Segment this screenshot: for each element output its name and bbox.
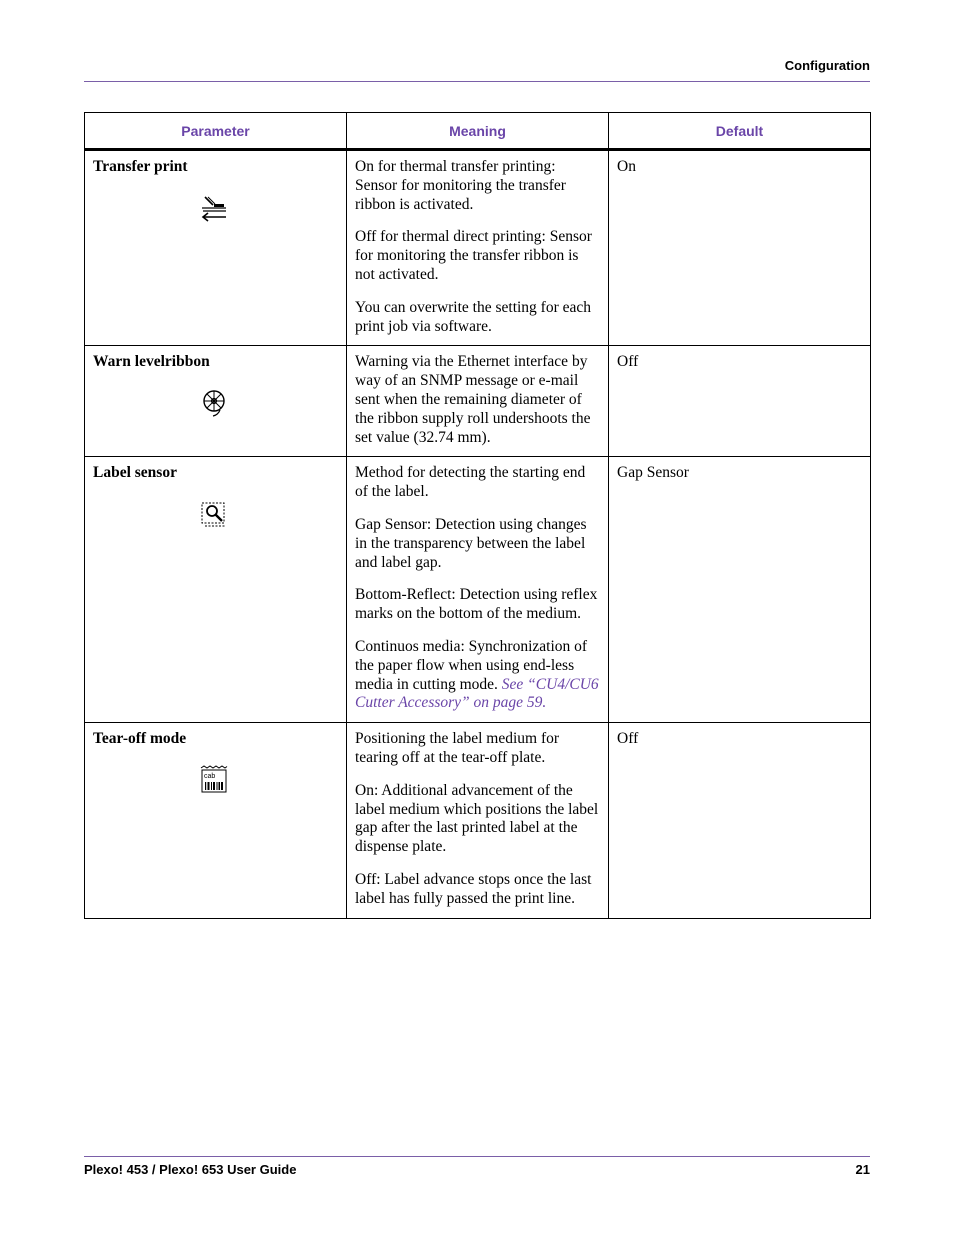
column-header-parameter: Parameter bbox=[85, 113, 347, 150]
parameter-cell bbox=[85, 457, 347, 723]
transfer-print-icon bbox=[199, 193, 229, 223]
meaning-cell bbox=[347, 457, 609, 723]
tear-off-icon bbox=[199, 765, 229, 795]
meaning-paragraph bbox=[355, 638, 600, 713]
parameter-cell bbox=[85, 346, 347, 457]
table-row bbox=[85, 150, 871, 346]
page-number: 21 bbox=[855, 1162, 870, 1177]
default-cell: On bbox=[609, 150, 871, 346]
table-row bbox=[85, 723, 871, 918]
parameter-name: Transfer print bbox=[93, 158, 188, 175]
meaning-paragraph: Warning via the Ethernet interface by way of an SNMP message or e-mail sent when the remaining diameter of the ribbon supply roll undershoots the set value (32.74 mm). bbox=[355, 353, 591, 446]
ribbon-roll-icon bbox=[199, 388, 229, 418]
meaning-paragraph: Method for detecting the starting end of the label. bbox=[355, 464, 586, 501]
footer-rule bbox=[84, 1156, 870, 1157]
meaning-paragraph: On: Additional advancement of the label medium which positions the label gap after the last printed label at the dispense plate. bbox=[355, 781, 599, 856]
default-cell: Off bbox=[609, 346, 871, 457]
parameter-table bbox=[84, 112, 871, 919]
default-cell: Off bbox=[609, 723, 871, 918]
meaning-cell bbox=[347, 346, 609, 457]
table-row bbox=[85, 346, 871, 457]
meaning-paragraph: Bottom-Reflect: Detection using reflex marks on the bottom of the medium. bbox=[355, 586, 598, 623]
parameter-name: Warn levelribbon bbox=[93, 353, 210, 371]
parameter-cell bbox=[85, 150, 347, 346]
cutter-accessory-link[interactable]: See “CU4/CU6 Cutter Accessory” on page 59. bbox=[355, 675, 599, 712]
meaning-text: Continuos media: Synchronization of the paper flow when using end-less media in cutting mode. bbox=[355, 637, 588, 693]
column-header-default: Default bbox=[609, 113, 871, 150]
meaning-paragraph: Off for thermal direct printing: Sensor for monitoring the transfer ribbon is not activated. bbox=[355, 228, 592, 283]
meaning-paragraph: Off: Label advance stops once the last label has fully passed the print line. bbox=[355, 870, 592, 907]
running-header: Configuration bbox=[784, 58, 870, 73]
meaning-paragraph: Gap Sensor: Detection using changes in the transparency between the label and label gap. bbox=[355, 515, 587, 571]
footer-guide-title: Plexo! 453 / Plexo! 653 User Guide bbox=[84, 1162, 297, 1177]
header-rule bbox=[84, 81, 870, 82]
meaning-paragraph: Positioning the label medium for tearing off at the tear-off plate. bbox=[355, 730, 560, 766]
table-row bbox=[85, 457, 871, 723]
meaning-paragraph: You can overwrite the setting for each print job via software. bbox=[355, 298, 592, 335]
parameter-cell bbox=[85, 723, 347, 918]
parameter-name: Label sensor bbox=[93, 464, 177, 482]
meaning-cell bbox=[347, 150, 609, 346]
table-header-row bbox=[85, 113, 871, 150]
label-sensor-icon bbox=[199, 499, 229, 529]
default-cell: Gap Sensor bbox=[609, 457, 871, 723]
parameter-name: Tear-off mode bbox=[93, 730, 187, 748]
column-header-meaning: Meaning bbox=[347, 113, 609, 150]
meaning-cell bbox=[347, 723, 609, 918]
svg-text:cab: cab bbox=[204, 772, 216, 780]
meaning-paragraph: On for thermal transfer printing: Sensor for monitoring the transfer ribbon is activated. bbox=[355, 158, 566, 213]
